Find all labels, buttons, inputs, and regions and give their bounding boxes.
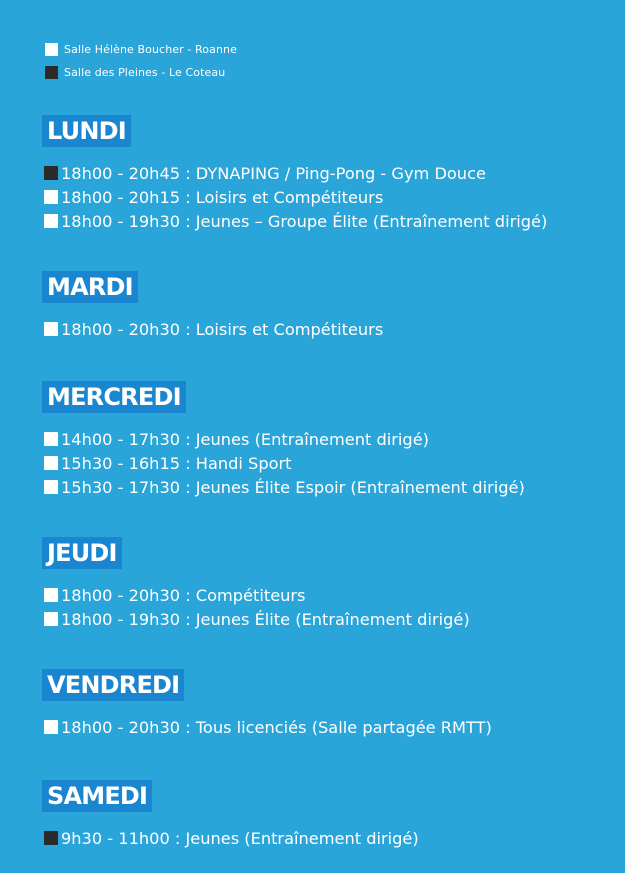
schedule-entry <box>42 607 470 631</box>
day-heading: SAMEDI <box>42 780 152 812</box>
entry-text: 14h00 - 17h30 : Jeunes (Entraînement dirigé) <box>61 429 429 449</box>
white-square-icon <box>44 612 58 626</box>
legend-item-roanne <box>45 38 237 61</box>
white-square-icon <box>44 190 58 204</box>
schedule-entry <box>42 317 383 341</box>
day-section-samedi <box>42 780 419 850</box>
day-heading: MARDI <box>42 271 138 303</box>
legend-label: Salle des Pleines - Le Coteau <box>64 66 226 79</box>
day-heading: LUNDI <box>42 115 131 147</box>
schedule-entry <box>42 161 547 185</box>
schedule-entry <box>42 715 492 739</box>
day-section-mercredi <box>42 381 525 499</box>
entry-text: 15h30 - 16h15 : Handi Sport <box>61 453 292 473</box>
white-square-icon <box>44 456 58 470</box>
white-square-icon <box>45 43 58 56</box>
venue-legend <box>45 38 237 84</box>
legend-item-le-coteau <box>45 61 237 84</box>
day-section-vendredi <box>42 669 492 739</box>
dark-square-icon <box>44 166 58 180</box>
day-heading: JEUDI <box>42 537 122 569</box>
entry-text: 9h30 - 11h00 : Jeunes (Entraînement dirigé) <box>61 828 419 848</box>
day-heading: MERCREDI <box>42 381 186 413</box>
day-section-jeudi <box>42 537 470 631</box>
schedule-entry <box>42 185 547 209</box>
schedule-entry <box>42 427 525 451</box>
white-square-icon <box>44 588 58 602</box>
legend-label: Salle Hélène Boucher - Roanne <box>64 43 237 56</box>
white-square-icon <box>44 480 58 494</box>
entry-text: 18h00 - 20h30 : Compétiteurs <box>61 585 306 605</box>
day-section-lundi <box>42 115 547 233</box>
white-square-icon <box>44 214 58 228</box>
day-heading: VENDREDI <box>42 669 184 701</box>
white-square-icon <box>44 720 58 734</box>
dark-square-icon <box>45 66 58 79</box>
entry-text: 18h00 - 19h30 : Jeunes – Groupe Élite (Entraînement dirigé) <box>61 211 548 231</box>
day-section-mardi <box>42 271 383 341</box>
entry-text: 18h00 - 19h30 : Jeunes Élite (Entraînement dirigé) <box>61 609 470 629</box>
entry-text: 18h00 - 20h45 : DYNAPING / Ping-Pong - Gym Douce <box>61 163 486 183</box>
entry-text: 18h00 - 20h15 : Loisirs et Compétiteurs <box>61 187 384 207</box>
schedule-entry <box>42 209 547 233</box>
entry-text: 18h00 - 20h30 : Loisirs et Compétiteurs <box>61 319 384 339</box>
schedule-entry <box>42 583 470 607</box>
white-square-icon <box>44 322 58 336</box>
schedule-entry <box>42 826 419 850</box>
schedule-entry <box>42 475 525 499</box>
schedule-entry <box>42 451 525 475</box>
dark-square-icon <box>44 831 58 845</box>
entry-text: 15h30 - 17h30 : Jeunes Élite Espoir (Entraînement dirigé) <box>61 477 525 497</box>
white-square-icon <box>44 432 58 446</box>
entry-text: 18h00 - 20h30 : Tous licenciés (Salle partagée RMTT) <box>61 717 492 737</box>
